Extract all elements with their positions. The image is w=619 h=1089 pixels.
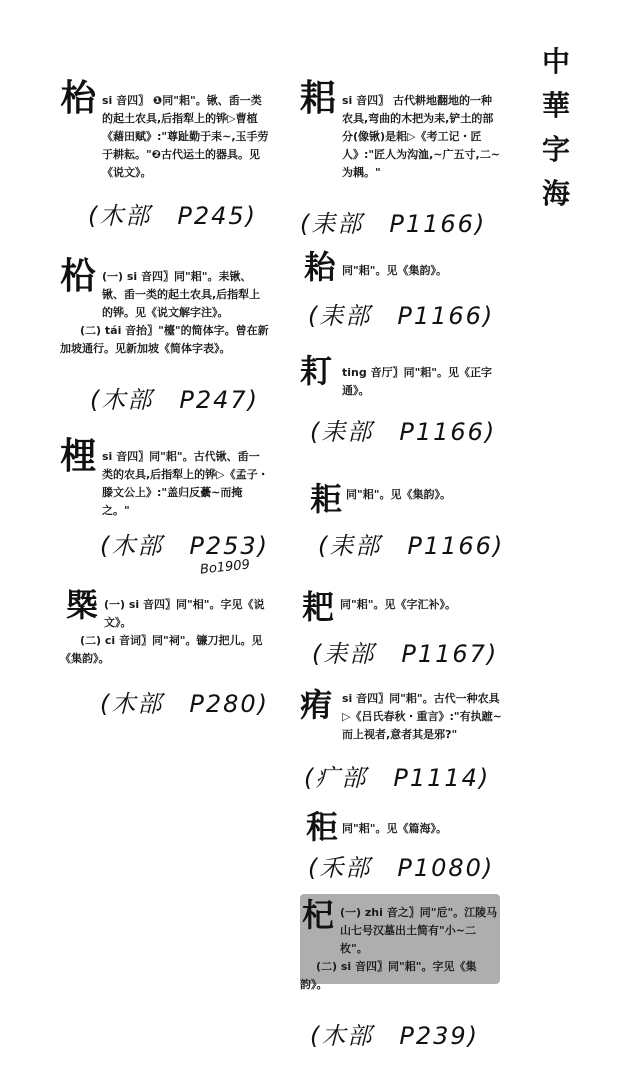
entry-definition: (一) zhi 音之〗同"卮"。江陵马山七号汉墓出土简有"小~二枚"。 bbox=[340, 906, 498, 955]
entry-definition: 同"耜"。见《字汇补》。 bbox=[340, 598, 456, 611]
handwritten-reference: (木部 P280) bbox=[100, 690, 270, 718]
entry-headword: 耟 bbox=[310, 480, 343, 518]
entry-headword: 耙 bbox=[302, 588, 335, 626]
entry-headword: 杞 bbox=[302, 896, 335, 934]
handwritten-reference: (耒部 P1166) bbox=[308, 302, 495, 330]
handwritten-code: Bo1909 bbox=[199, 557, 251, 578]
title-char-1: 中 bbox=[541, 45, 570, 78]
entry-definition-2: (二) ci 音词〗同"祠"。镰刀把儿。见《集韵》。 bbox=[60, 634, 263, 665]
entry-headword: 柗 bbox=[60, 255, 97, 297]
entry-definition: si 音四〗 ❶同"耜"。锹、臿一类的起土农具,后指犁上的铧▷曹植《藉田赋》:"尊趾勤于耒~,玉手劳于耕耘。"❷古代运土的器具。见《说文》。 bbox=[102, 94, 269, 179]
title-char-2: 華 bbox=[541, 89, 570, 122]
book-title bbox=[536, 40, 576, 216]
entry-headword: 耜 bbox=[300, 77, 337, 119]
entry-definition: si 音四〗 古代耕地翻地的一种农具,弯曲的木把为耒,铲土的部分(像锹)是耜▷《考工记・匠人》:"匠人为沟洫,~广五寸,二~为耦。" bbox=[342, 94, 500, 179]
entry-definition: 同"耜"。见《篇海》。 bbox=[342, 822, 447, 835]
handwritten-reference: (木部 P247) bbox=[90, 386, 260, 414]
entry-definition: (一) si 音四〗同"相"。字见《说文》。 bbox=[104, 598, 265, 629]
entry-definition: ting 音厅〗同"耜"。见《正字通》。 bbox=[342, 366, 493, 397]
entry-headword: 耓 bbox=[300, 352, 333, 390]
handwritten-reference: (疒部 P1114) bbox=[304, 764, 491, 792]
entry-definition: 同"耜"。见《集韵》。 bbox=[346, 488, 451, 501]
handwritten-reference: (木部 P253) bbox=[100, 532, 270, 560]
handwritten-reference: (木部 P245) bbox=[88, 202, 258, 230]
entry-definition: si 音四〗同"耜"。古代一种农具▷《吕氏春秋・重言》:"有执蹠~而上视者,意者其是邪?" bbox=[342, 692, 502, 741]
handwritten-reference: (耒部 P1166) bbox=[318, 532, 505, 560]
handwritten-reference: (耒部 P1167) bbox=[312, 640, 499, 668]
entry-definition: 同"耜"。见《集韵》。 bbox=[342, 264, 447, 277]
entry-headword: 痏 bbox=[300, 686, 333, 724]
entry-headword: 槩 bbox=[66, 586, 99, 624]
entry-definition-2: (二) si 音四〗同"耜"。字见《集韵》。 bbox=[300, 960, 477, 991]
entry-headword: 梩 bbox=[60, 435, 97, 477]
entry-headword: 耛 bbox=[304, 248, 337, 286]
entry-headword: 秬 bbox=[306, 808, 339, 846]
entry-headword: 枱 bbox=[60, 77, 97, 119]
title-char-3: 字 bbox=[541, 133, 570, 166]
entry-definition: (一) si 音四〗同"耜"。耒锹、锹、臿一类的起土农具,后指犁上的铧。见《说文解字注》。 bbox=[102, 270, 261, 319]
handwritten-reference: (耒部 P1166) bbox=[310, 418, 497, 446]
title-char-4: 海 bbox=[541, 177, 570, 210]
handwritten-reference: (耒部 P1166) bbox=[300, 210, 487, 238]
handwritten-reference: (禾部 P1080) bbox=[308, 854, 495, 882]
entry-definition-2: (二) tái 音抬〗"檯"的简体字。曾在新加坡通行。见新加坡《简体字表》。 bbox=[60, 324, 269, 355]
entry-definition: si 音四〗同"耜"。古代锹、臿一类的农具,后指犁上的铧▷《孟子・滕文公上》:"盖归反虆~而掩之。" bbox=[102, 450, 269, 517]
handwritten-reference: (木部 P239) bbox=[310, 1022, 480, 1050]
